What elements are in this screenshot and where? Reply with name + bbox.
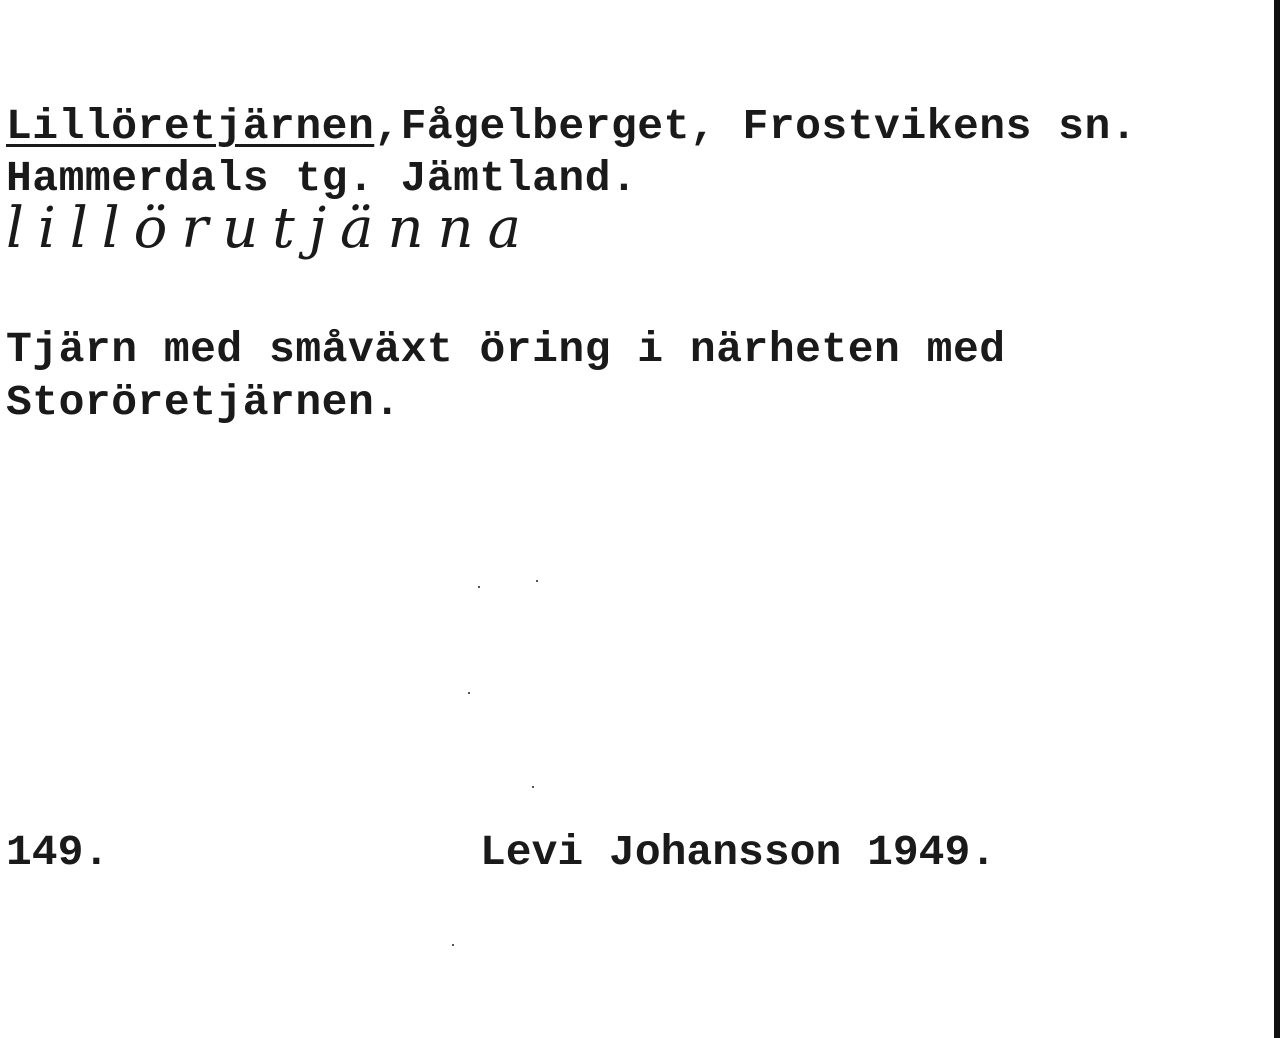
place-name-line bbox=[6, 104, 1137, 150]
headword: Lillöretjärnen bbox=[6, 102, 375, 151]
speck bbox=[532, 786, 534, 788]
district-line: Hammerdals tg. Jämtland. bbox=[6, 154, 638, 203]
collector-signature: Levi Johansson 1949. bbox=[480, 828, 997, 877]
location-text: ,Fågelberget, Frostvikens sn. bbox=[374, 102, 1138, 151]
handwritten-pronunciation: lillörutjänna bbox=[6, 196, 535, 261]
description-line-2: Storöretjärnen. bbox=[6, 378, 401, 427]
speck bbox=[468, 692, 470, 694]
record-number: 149. bbox=[6, 828, 110, 877]
card-edge bbox=[1274, 0, 1280, 1038]
speck bbox=[536, 580, 538, 582]
speck bbox=[478, 586, 480, 588]
description-line-1: Tjärn med småväxt öring i närheten med bbox=[6, 325, 1006, 374]
speck bbox=[452, 944, 454, 946]
